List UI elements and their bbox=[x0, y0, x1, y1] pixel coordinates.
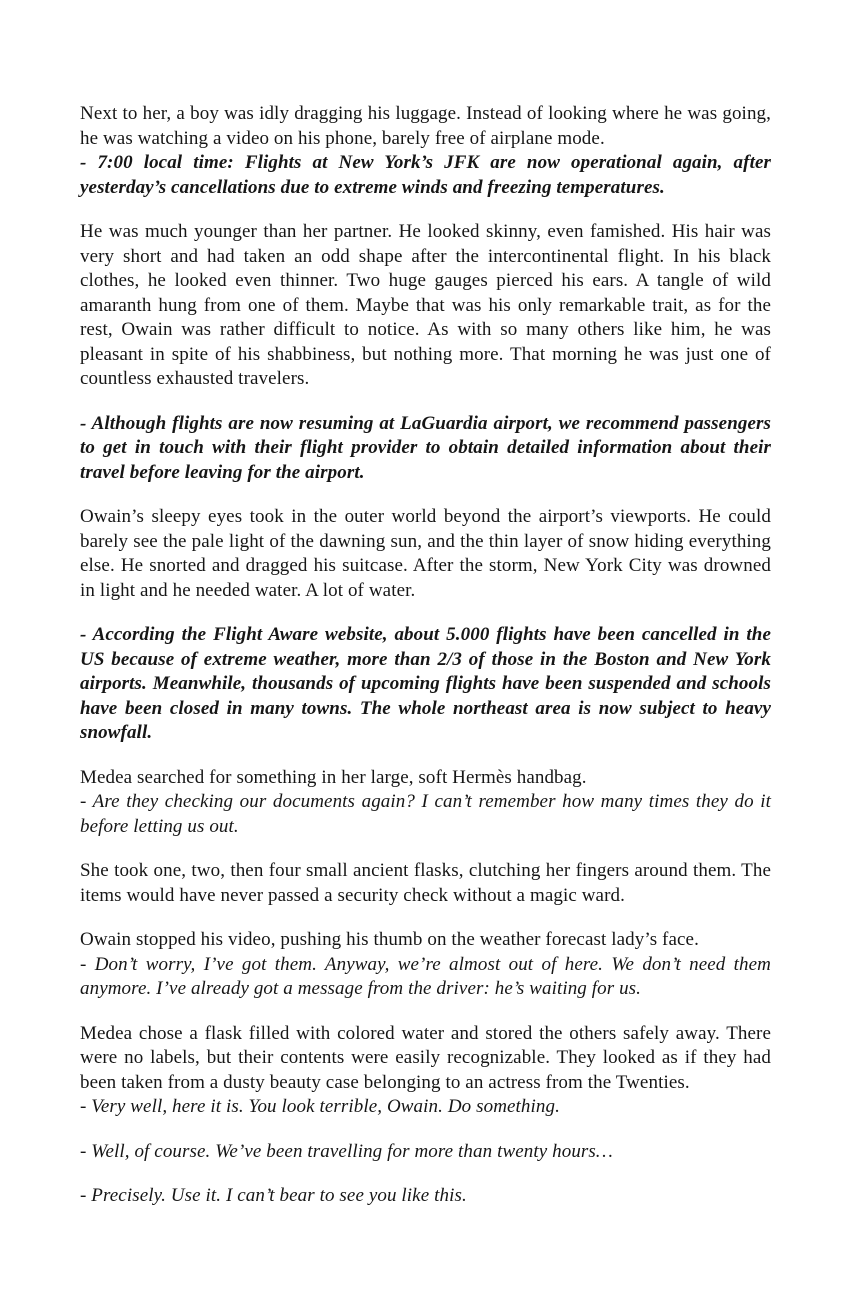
narration-paragraph: She took one, two, then four small ancient flasks, clutching her fingers around them. The items would have never passed a security check without a magic ward. bbox=[80, 860, 771, 906]
narration-paragraph: Owain’s sleepy eyes took in the outer world beyond the airport’s viewports. He could barely see the pale light of the dawning sun, and the thin layer of snow hiding everything else. He snorted and dragged his suitcase. After the storm, New York City was drowned in light and he needed water. A lot of water. bbox=[80, 506, 771, 601]
book-page bbox=[80, 102, 771, 1229]
dialogue-line: - Don’t worry, I’ve got them. Anyway, we’re almost out of here. We don’t need them anymore. I’ve already got a message from the driver: he’s waiting for us. bbox=[80, 953, 771, 999]
narration-paragraph: Next to her, a boy was idly dragging his luggage. Instead of looking where he was going, he was watching a video on his phone, barely free of airplane mode. bbox=[80, 103, 771, 149]
narration-paragraph: Medea searched for something in her large, soft Hermès handbag. bbox=[80, 766, 587, 788]
broadcast-paragraph: - Although flights are now resuming at LaGuardia airport, we recommend passengers to get in touch with their flight provider to obtain detailed information about their travel before leaving for the airport. bbox=[80, 412, 771, 483]
narration-paragraph: Medea chose a flask filled with colored water and stored the others safely away. There were no labels, but their contents were easily recognizable. They looked as if they had been taken from a dusty beauty case belonging to an actress from the Twenties. bbox=[80, 1022, 771, 1093]
narration-paragraph: He was much younger than her partner. He looked skinny, even famished. His hair was very short and had taken an odd shape after the intercontinental flight. In his black clothes, he looked even thinner. Two huge gauges pierced his ears. A tangle of wild amaranth hung from one of them. Maybe that was his only remarkable trait, as for the rest, Owain was rather difficult to notice. As with so many others like him, he was pleasant in spite of his shabbiness, but nothing more. That morning he was just one of countless exhausted travelers. bbox=[80, 221, 771, 389]
dialogue-line: - Very well, here it is. You look terrible, Owain. Do something. bbox=[80, 1096, 560, 1117]
broadcast-paragraph: - 7:00 local time: Flights at New York’s JFK are now operational again, after yesterday’s cancellations due to extreme winds and freezing temperatures. bbox=[80, 152, 771, 198]
narration-paragraph: Owain stopped his video, pushing his thumb on the weather forecast lady’s face. bbox=[80, 929, 699, 950]
dialogue-line: - Well, of course. We’ve been travelling for more than twenty hours… bbox=[80, 1140, 613, 1162]
broadcast-paragraph: - According the Flight Aware website, about 5.000 flights have been cancelled in the US because of extreme weather, more than 2/3 of those in the Boston and New York airports. Meanwhile, thousands of upcoming flights have been suspended and schools have been closed in many towns. The whole northeast area is now subject to heavy snowfall. bbox=[80, 624, 771, 743]
dialogue-line: - Are they checking our documents again? I can’t remember how many times they do it before letting us out. bbox=[80, 791, 771, 837]
dialogue-line: - Precisely. Use it. I can’t bear to see you like this. bbox=[80, 1185, 467, 1206]
